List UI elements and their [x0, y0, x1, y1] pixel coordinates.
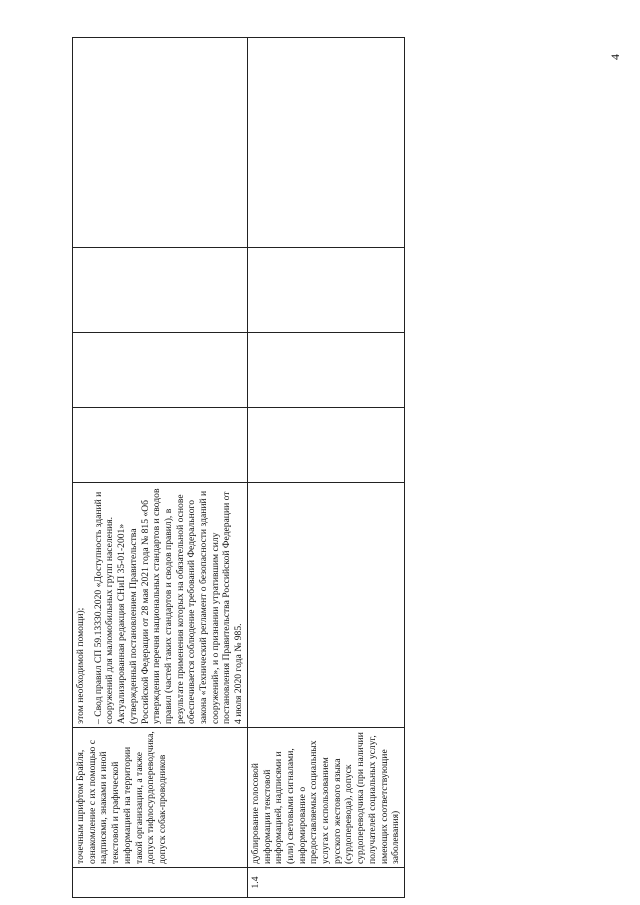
normative-reference — [73, 483, 248, 728]
empty-cell — [247, 248, 404, 333]
requirement-description: точечным шрифтом Брайля, ознакомление с их помощью с надписями, знаками и иной текстовой и графической информацией на территории такой организации, а также допуск тифлосурдопереводчика, допуск собак-проводников — [73, 728, 248, 868]
empty-cell — [247, 333, 404, 408]
row-number — [73, 868, 248, 898]
row-number: 1.4 — [247, 868, 404, 898]
table-row — [73, 38, 248, 898]
norm-line: – Свод правил СП 59.13330.2020 «Доступность зданий и сооружений для маломобильных групп населения. Актуализированная редакция СНиП 35-01-2001» (утвержденный постановлением Правительства Российской Федерации от 28 мая 2021 года № 815 «Об утверждении перечня национальных стандартов и сводов правил (частей таких стандартов и сводов правил), в результате применения которых на обязательной основе обеспечивается соблюдение требований Федерального закона «Технический регламент о безопасности зданий и сооружений», и о признании утратившим силу постановления Правительства Российской Федерации от 4 июля 2020 года № 985. — [92, 488, 245, 724]
empty-cell — [247, 408, 404, 483]
empty-cell — [73, 333, 248, 408]
empty-cell — [73, 248, 248, 333]
empty-cell — [73, 38, 248, 248]
empty-cell — [73, 408, 248, 483]
page-number: 4 — [608, 54, 622, 60]
requirement-description: дублирование голосовой информации текстовой информацией, надписями и (или) световыми сигналами, информирование о предоставляемых социальных услугах с использованием русского жестового языка (сурдоперевода), допуск сурдопереводчика (при наличии получателей социальных услуг, имеющих соответствующие заболевания) — [247, 728, 404, 868]
norm-line: этом необходимой помощи); — [75, 607, 86, 724]
empty-cell — [247, 38, 404, 248]
normative-reference — [247, 483, 404, 728]
accessibility-table — [72, 38, 402, 898]
table-row — [247, 38, 404, 898]
